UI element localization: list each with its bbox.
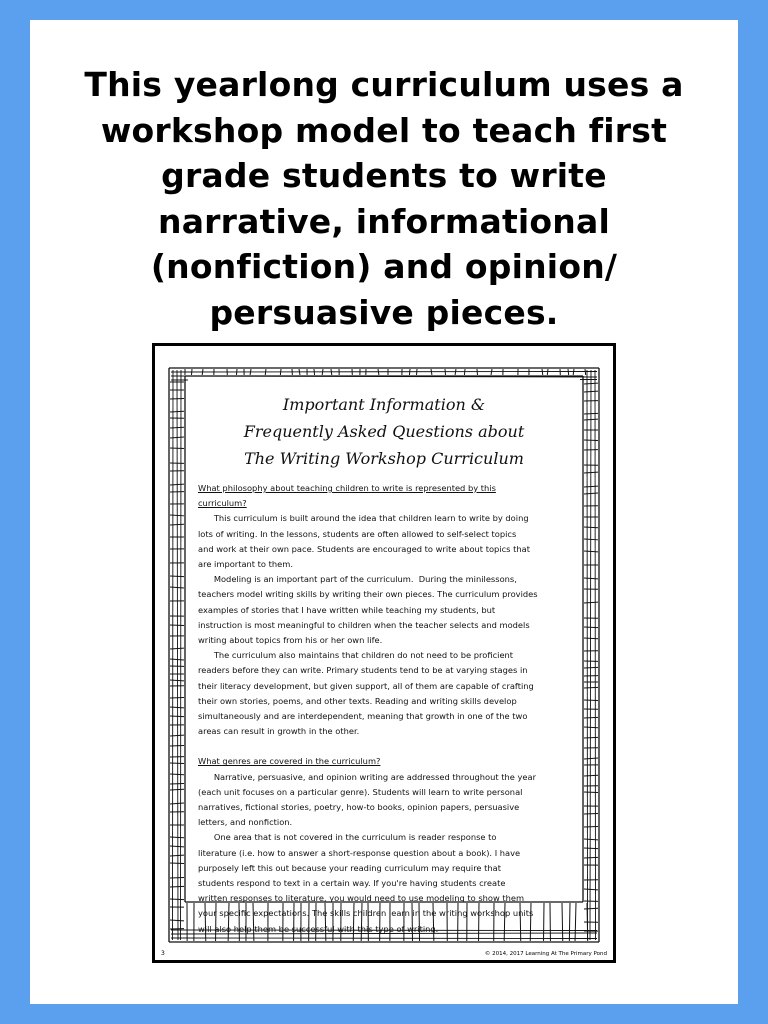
border-line xyxy=(590,370,591,940)
border-line xyxy=(170,625,184,626)
headline-line: narrative, informational xyxy=(158,201,610,241)
border-line xyxy=(584,627,598,628)
border-line xyxy=(170,524,184,525)
border-line xyxy=(170,659,184,660)
border-line xyxy=(202,369,203,375)
border-line xyxy=(170,846,184,847)
faq-answer-line: purposely left this out because your reading curriculum may require that xyxy=(198,862,502,873)
border-line xyxy=(170,576,184,577)
border-line xyxy=(265,369,266,375)
border-line xyxy=(584,413,598,414)
border-line xyxy=(585,369,586,375)
border-line xyxy=(584,419,598,420)
border-line xyxy=(170,735,184,736)
border-line xyxy=(584,527,598,528)
faq-answer-line: One area that is not covered in the curriculum is reader response to xyxy=(198,832,497,843)
border-line xyxy=(250,369,251,375)
border-line xyxy=(573,369,574,375)
border-line xyxy=(378,369,379,375)
border-line xyxy=(299,369,300,375)
faq-answer-line: students respond to text in a certain way. If you're having students create xyxy=(198,878,506,889)
section-gap xyxy=(198,739,582,754)
border-line xyxy=(584,667,598,668)
border-line xyxy=(455,369,456,375)
border-line xyxy=(584,472,598,473)
faq-question-line: curriculum? xyxy=(198,498,247,509)
border-line xyxy=(170,680,184,681)
faq-answer-line: narratives, fictional stories, poetry, how-to books, opinion papers, persuasive xyxy=(198,802,520,813)
border-line xyxy=(170,398,184,399)
faq-answer-line: writing about topics from his or her own life. xyxy=(198,635,383,646)
border-line xyxy=(584,839,598,840)
faq-answer-line: simultaneously and are interdependent, meaning that growth in one of the two xyxy=(198,711,528,722)
border-line xyxy=(170,803,184,804)
faq-answer-line: Modeling is an important part of the curriculum. During the minilessons, xyxy=(198,574,517,585)
faq-answer-line: This curriculum is built around the idea that children learn to write by doing xyxy=(198,513,529,524)
faq-answer-line: readers before they can write. Primary students tend to be at varying stages in xyxy=(198,665,528,676)
headline-line: (nonfiction) and opinion/ xyxy=(150,247,618,286)
headline-line: workshop model to teach first xyxy=(100,110,668,150)
border-line xyxy=(584,775,598,776)
border-line xyxy=(409,369,410,375)
page-number: 3 xyxy=(161,950,165,957)
border-line xyxy=(491,369,492,375)
border-line xyxy=(191,369,192,375)
border-line xyxy=(584,493,598,494)
faq-answer-line: are important to them. xyxy=(198,559,293,570)
border-line xyxy=(584,687,598,688)
border-line xyxy=(431,369,432,375)
border-line xyxy=(584,813,598,814)
document-title-line: The Writing Workshop Curriculum xyxy=(244,449,524,468)
border-line xyxy=(170,886,184,887)
border-line xyxy=(464,369,465,375)
border-line xyxy=(170,855,184,856)
border-line xyxy=(595,370,596,940)
border-line xyxy=(322,369,323,375)
faq-answer-line: your specific expectations. The skills children learn in the writing workshop units xyxy=(198,908,534,919)
document-content xyxy=(188,379,580,934)
border-line xyxy=(170,789,184,790)
border-line xyxy=(170,774,184,775)
faq-answer-line: their literacy development, but given support, all of them are capable of crafting xyxy=(198,680,534,691)
headline-line: This yearlong curriculum uses a xyxy=(84,65,684,104)
copyright-notice: © 2014, 2017 Learning At The Primary Pond xyxy=(484,951,607,957)
faq-question-line: What genres are covered in the curriculum? xyxy=(198,756,381,767)
border-line xyxy=(584,440,598,441)
border-line xyxy=(584,758,598,759)
border-line xyxy=(584,578,598,579)
faq-answer-line: teachers model writing skills by writing their own pieces. The curriculum provides xyxy=(198,589,538,600)
border-line xyxy=(170,707,184,708)
border-line xyxy=(170,427,184,428)
border-line xyxy=(584,486,598,487)
border-line xyxy=(584,551,598,552)
white-panel xyxy=(30,20,738,1004)
border-line xyxy=(170,411,184,412)
border-line xyxy=(171,372,597,373)
border-line xyxy=(584,848,598,849)
border-line xyxy=(584,383,598,384)
faq-answer-line: instruction is most meaningful to children when the teacher selects and models xyxy=(198,619,530,630)
faq-answer-line: literature (i.e. how to answer a short-response question about a book). I have xyxy=(198,847,521,858)
border-line xyxy=(171,938,597,939)
border-line xyxy=(584,391,598,392)
border-line xyxy=(173,370,174,940)
faq-answer-line: will also help them be successful with this type of writing. xyxy=(198,923,439,934)
border-line xyxy=(170,587,184,588)
faq-answer-line: their own stories, poems, and other texts. Reading and writing skills develop xyxy=(198,695,517,706)
border-line xyxy=(236,369,237,375)
document-body xyxy=(198,481,582,937)
border-line xyxy=(181,370,182,940)
border-line xyxy=(542,369,543,375)
faq-answer-line: examples of stories that I have written while teaching my students, but xyxy=(198,604,496,615)
border-line xyxy=(587,370,588,940)
headline xyxy=(70,62,698,335)
faq-answer-line: The curriculum also maintains that children do not need to be proficient xyxy=(198,650,514,661)
faq-answer-line: areas can result in growth in the other. xyxy=(198,726,360,737)
border-line xyxy=(584,638,598,639)
border-line xyxy=(170,716,184,717)
border-line xyxy=(584,737,598,738)
border-line xyxy=(568,369,569,375)
headline-line: grade students to write xyxy=(161,156,607,195)
border-line xyxy=(584,857,598,858)
faq-answer-line: lots of writing. In the lessons, students are often allowed to self-select topics xyxy=(198,528,517,539)
border-line xyxy=(547,369,548,375)
document-title-line: Important Information & xyxy=(282,395,486,414)
faq-answer-line: written responses to literature, you would need to use modeling to show them xyxy=(198,893,525,904)
faq-answer-line: and work at their own pace. Students are encouraged to write about topics that xyxy=(198,543,530,554)
border-line xyxy=(177,370,178,940)
border-line xyxy=(170,437,184,438)
document-page-preview xyxy=(152,343,616,963)
faq-question-line: What philosophy about teaching children to write is represented by this xyxy=(198,483,496,493)
faq-answer-line: Narrative, persuasive, and opinion writing are addressed throughout the year xyxy=(198,771,536,782)
border-line xyxy=(331,369,332,375)
border-line xyxy=(584,717,598,718)
faq-answer-line: letters, and nonfiction. xyxy=(198,817,293,828)
border-line xyxy=(170,697,184,698)
border-line xyxy=(584,539,598,540)
border-line xyxy=(170,648,184,649)
faq-answer-line: (each unit focuses on a particular genre). Students will learn to write personal xyxy=(198,786,523,797)
border-line xyxy=(170,783,184,784)
border-line xyxy=(280,369,281,375)
border-line xyxy=(170,837,184,838)
border-line xyxy=(584,602,598,603)
headline-line: persuasive pieces. xyxy=(209,292,559,332)
border-line xyxy=(314,369,315,375)
border-line xyxy=(584,826,598,827)
document-title-line: Frequently Asked Questions about xyxy=(243,422,525,441)
border-line xyxy=(584,727,598,728)
border-line xyxy=(170,899,184,900)
document-title xyxy=(188,391,580,472)
border-line xyxy=(170,515,184,516)
border-line xyxy=(170,484,184,485)
